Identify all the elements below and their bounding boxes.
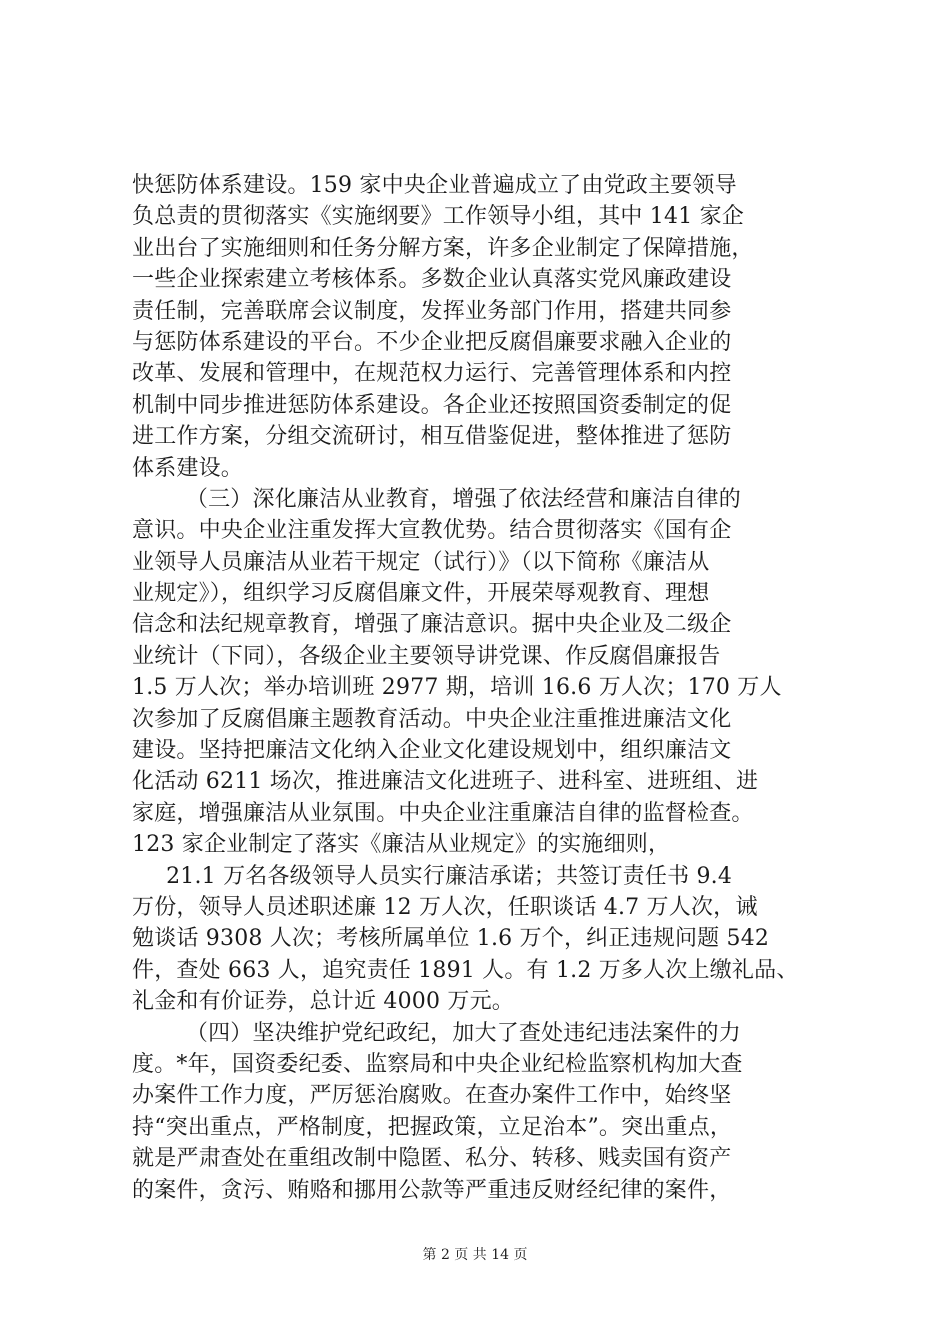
- text-line: 意识。中央企业注重发挥大宣教优势。结合贯彻落实《国有企: [132, 518, 732, 544]
- text-line: 负总责的贯彻落实《实施纲要》工作领导小组，其中 141 家企: [132, 204, 744, 230]
- page-footer: 第 2 页 共 14 页: [422, 1247, 528, 1263]
- text-line: 礼金和有价证券，总计近 4000 万元。: [132, 989, 514, 1015]
- text-line: 责任制，完善联席会议制度，发挥业务部门作用，搭建共同参: [132, 298, 732, 324]
- text-line: 次参加了反腐倡廉主题教育活动。中央企业注重推进廉洁文化: [132, 706, 732, 732]
- text-line: 体系建设。: [132, 455, 244, 481]
- text-line: 1.5 万人次；举办培训班 2977 期，培训 16.6 万人次；170 万人: [132, 675, 782, 701]
- text-line: 度。*年，国资委纪委、监察局和中央企业纪检监察机构加大查: [132, 1051, 743, 1077]
- text-line: 快惩防体系建设。159 家中央企业普遍成立了由党政主要领导: [132, 173, 737, 198]
- text-line: 信念和法纪规章教育，增强了廉洁意识。据中央企业及二级企: [132, 612, 732, 638]
- text-line: 化活动 6211 场次，推进廉洁文化进班子、进科室、进班组、进: [132, 769, 759, 795]
- text-line: 业统计（下同），各级企业主要领导讲党课、作反腐倡廉报告: [132, 643, 721, 669]
- text-line: 与惩防体系建设的平台。不少企业把反腐倡廉要求融入企业的: [132, 329, 732, 355]
- text-line: 一些企业探索建立考核体系。多数企业认真落实党风廉政建设: [132, 267, 732, 293]
- text-line: 办案件工作力度，严厉惩治腐败。在查办案件工作中，始终坚: [132, 1083, 732, 1109]
- text-line: 业领导人员廉洁从业若干规定（试行）》（以下简称《廉洁从: [132, 549, 710, 575]
- text-line: 改革、发展和管理中，在规范权力运行、完善管理体系和内控: [132, 361, 732, 387]
- text-line: 机制中同步推进惩防体系建设。各企业还按照国资委制定的促: [132, 392, 732, 418]
- text-line: 件，查处 663 人，追究责任 1891 人。有 1.2 万多人次上缴礼品、: [132, 957, 799, 983]
- text-line: 家庭，增强廉洁从业氛围。中央企业注重廉洁自律的监督检查。: [132, 800, 754, 826]
- body-text: [132, 170, 822, 1206]
- text-line: 业出台了实施细则和任务分解方案，许多企业制定了保障措施，: [132, 235, 754, 261]
- text-line: （三）深化廉洁从业教育，增强了依法经营和廉洁自律的: [185, 486, 741, 512]
- text-line: 勉谈话 9308 人次；考核所属单位 1.6 万个，纠正违规问题 542: [132, 926, 770, 952]
- text-line: 就是严肃查处在重组改制中隐匿、私分、转移、贱卖国有资产: [132, 1146, 732, 1172]
- text-line: 21.1 万名各级领导人员实行廉洁承诺；共签订责任书 9.4: [166, 863, 733, 889]
- text-line: 建设。坚持把廉洁文化纳入企业文化建设规划中，组织廉洁文: [132, 738, 732, 764]
- text-line: （四）坚决维护党纪政纪，加大了查处违纪违法案件的力: [185, 1020, 741, 1046]
- text-line: 进工作方案，分组交流研讨，相互借鉴促进，整体推进了惩防: [132, 424, 732, 450]
- text-line: 万份，领导人员述职述廉 12 万人次，任职谈话 4.7 万人次，诫: [132, 894, 758, 920]
- text-line: 业规定》），组织学习反腐倡廉文件，开展荣辱观教育、理想: [132, 581, 710, 607]
- text-line: 123 家企业制定了落实《廉洁从业规定》的实施细则，: [132, 832, 671, 858]
- text-line: 的案件，贪污、贿赂和挪用公款等严重违反财经纪律的案件，: [132, 1177, 732, 1203]
- text-line: 持“突出重点，严格制度，把握政策，立足治本”。突出重点，: [132, 1114, 733, 1140]
